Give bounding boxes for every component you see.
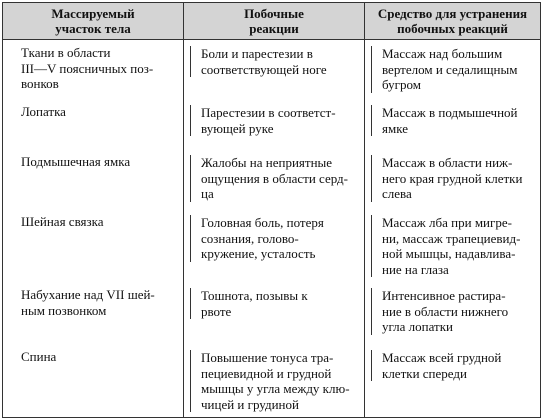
cell-remedy xyxy=(365,344,541,418)
cell-area xyxy=(3,209,184,282)
header-row xyxy=(3,3,541,40)
cell-reaction xyxy=(184,344,365,418)
cell-reaction xyxy=(184,40,365,100)
side-effects-table xyxy=(2,2,541,418)
remedy-text: Массаж лба при мигре- ни, массаж трапециевид- ной мышцы, надавлива- ние на глаза xyxy=(371,215,534,277)
table-row xyxy=(3,40,541,100)
table-row xyxy=(3,149,541,209)
header-massaged-area-text: Массируемый участок тела xyxy=(51,6,135,36)
area-text: Лопатка xyxy=(21,104,66,119)
cell-reaction xyxy=(184,209,365,282)
header-side-reactions-text: Побочные реакции xyxy=(244,6,304,36)
cell-area xyxy=(3,282,184,344)
area-text: Набухание над VII шей- ным позвонком xyxy=(21,287,155,318)
reaction-text: Боли и парестезии в соответствующей ноге xyxy=(190,46,358,77)
reaction-text: Жалобы на неприятные ощущения в области серд- ца xyxy=(190,155,358,202)
cell-area xyxy=(3,344,184,418)
table-row xyxy=(3,209,541,282)
remedy-text: Массаж всей грудной клетки спереди xyxy=(371,350,534,381)
cell-reaction xyxy=(184,99,365,149)
area-text: Спина xyxy=(21,349,57,364)
header-massaged-area xyxy=(3,3,184,40)
cell-remedy xyxy=(365,282,541,344)
cell-reaction xyxy=(184,149,365,209)
reaction-text: Парестезии в соответст- вующей руке xyxy=(190,105,358,136)
reaction-text: Головная боль, потеря сознания, голово- кружение, усталость xyxy=(190,215,358,262)
table-row xyxy=(3,344,541,418)
cell-remedy xyxy=(365,149,541,209)
reaction-text: Тошнота, позывы к рвоте xyxy=(190,288,358,319)
cell-remedy xyxy=(365,99,541,149)
table-row xyxy=(3,282,541,344)
cell-area xyxy=(3,99,184,149)
area-text: Шейная связка xyxy=(21,214,104,229)
area-text: Ткани в области III—V поясничных поз- вонков xyxy=(21,45,154,91)
cell-remedy xyxy=(365,40,541,100)
remedy-text: Массаж в области ниж- него края грудной клетки слева xyxy=(371,155,534,202)
reaction-text: Повышение тонуса тра- пециевидной и грудной мышцы у угла между клю- чицей и грудиной xyxy=(190,350,358,412)
remedy-text: Массаж в подмышечной ямке xyxy=(371,105,534,136)
cell-area xyxy=(3,149,184,209)
header-remedy-text: Средство для устранения побочных реакций xyxy=(377,6,528,36)
header-remedy xyxy=(365,3,541,40)
table-header xyxy=(3,3,541,40)
area-text: Подмышечная ямка xyxy=(21,154,131,169)
table-body xyxy=(3,40,541,418)
cell-remedy xyxy=(365,209,541,282)
table-row xyxy=(3,99,541,149)
remedy-text: Интенсивное растира- ние в области нижнего угла лопатки xyxy=(371,288,534,335)
remedy-text: Массаж над большим вертелом и седалищным бугром xyxy=(371,46,534,93)
cell-reaction xyxy=(184,282,365,344)
header-side-reactions xyxy=(184,3,365,40)
cell-area xyxy=(3,40,184,100)
